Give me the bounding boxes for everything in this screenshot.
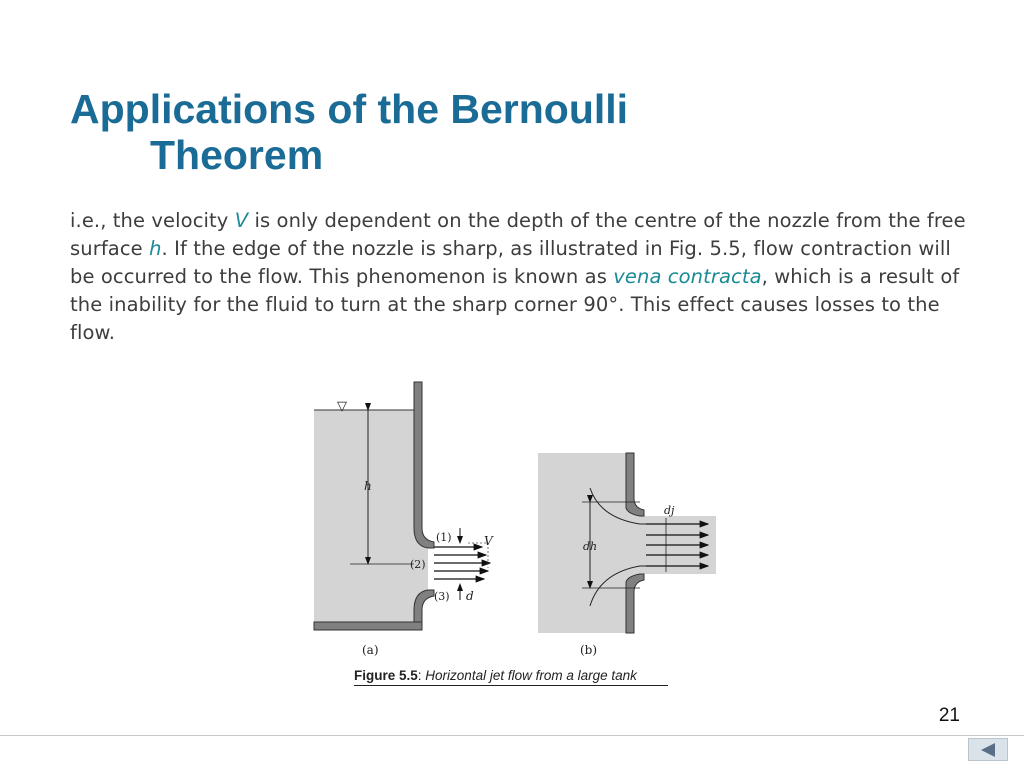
caption-label: Figure 5.5 (354, 668, 418, 683)
previous-slide-button[interactable] (968, 738, 1008, 761)
body-paragraph (70, 207, 970, 347)
tank-fluid-b (538, 453, 626, 633)
label-dh: dh (583, 540, 598, 553)
label-d: d (466, 589, 474, 603)
caption-text: Horizontal jet flow from a large tank (425, 668, 637, 683)
sublabel-b: (b) (580, 643, 598, 657)
paragraph-part-1: i.e., the velocity (70, 209, 235, 232)
paragraph-part-4: , which is a result of the inability for the fluid to turn at the sharp corner 90°. This effect causes losses to the flow. (70, 265, 960, 344)
footer-divider (0, 735, 1024, 736)
paragraph-part-3: . If the edge of the nozzle is sharp, as illustrated in Fig. 5.5, flow contraction will be occurred to the flow. This phenomenon is known as (70, 237, 951, 288)
diagram-a (314, 382, 494, 657)
title-line-1: Applications of the Bernoulli (70, 86, 629, 132)
tank-bottom (314, 622, 422, 630)
velocity-symbol: V (234, 209, 249, 232)
depth-symbol: h (149, 237, 162, 260)
label-V: V (484, 534, 493, 548)
figure-caption (354, 668, 668, 686)
label-dj: dj (664, 504, 675, 517)
caption-separator: : (417, 668, 426, 683)
slide-title (70, 86, 770, 178)
sublabel-a: (a) (362, 643, 379, 657)
label-point-1: (1) (436, 531, 452, 544)
back-arrow-icon (981, 743, 995, 757)
nozzle-wall-lower (626, 574, 644, 633)
title-line-2: Theorem (150, 132, 324, 178)
page-number: 21 (938, 705, 960, 726)
nozzle-wall-upper (626, 453, 644, 516)
label-point-3: (3) (434, 590, 450, 603)
figure-5-5 (300, 378, 740, 698)
label-h: h (364, 479, 372, 493)
jet-flow-diagram (300, 378, 740, 668)
tank-fluid-a (314, 410, 428, 622)
vena-contracta-term: vena contracta (613, 265, 762, 288)
free-surface-symbol: ▽ (337, 399, 347, 414)
label-point-2: (2) (410, 558, 426, 571)
diagram-b (538, 453, 716, 657)
tank-wall-upper (414, 382, 434, 548)
paragraph-part-2: is only dependent on the depth of the centre of the nozzle from the free surface (70, 209, 966, 260)
